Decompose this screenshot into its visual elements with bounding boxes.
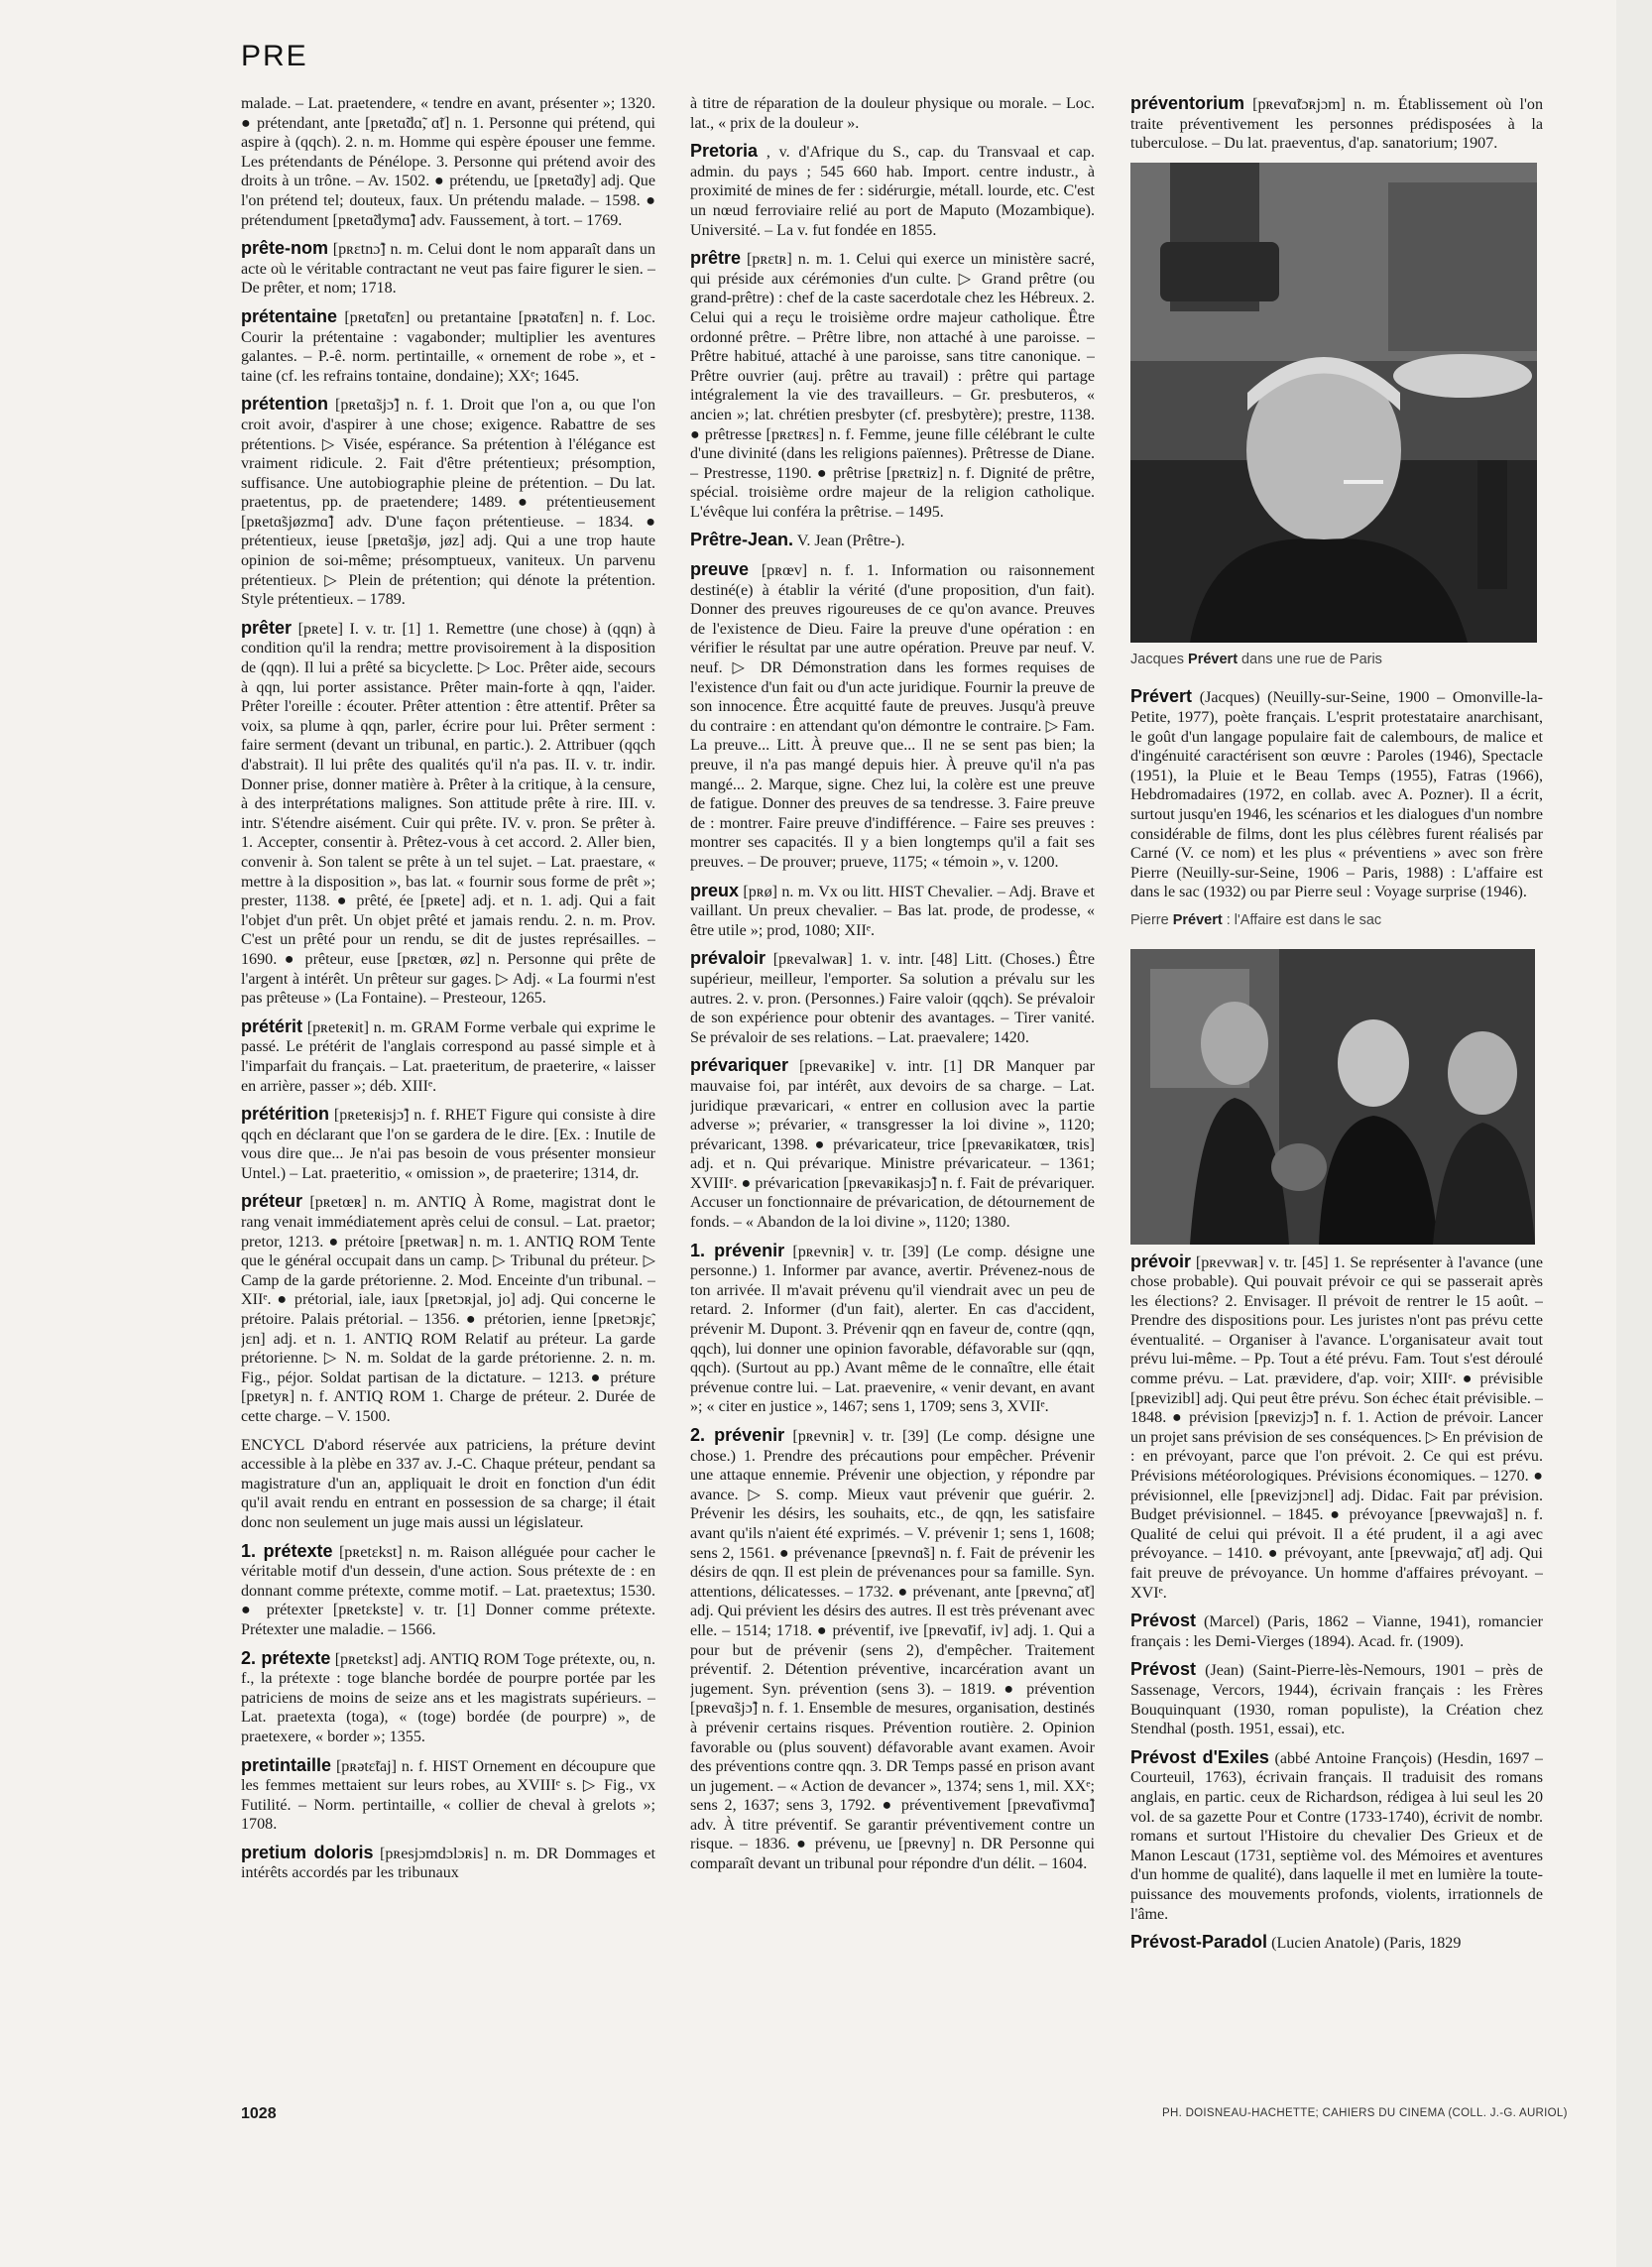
entry-headword: prêter — [241, 617, 293, 638]
caption-name: Prévert — [1188, 651, 1239, 667]
entry-definition: (Marcel) (Paris, 1862 – Vianne, 1941), romancier français : les Demi-Vierges (1894). Acad. fr. (1909). — [1130, 1613, 1543, 1650]
caption-text: : l'Affaire est dans le sac — [1222, 911, 1382, 928]
dictionary-entry — [690, 1242, 1095, 1417]
column-1 — [241, 94, 655, 2088]
entry-headword: preux — [690, 880, 740, 900]
entry-definition: [pʀeteʀit] n. m. GRAM Forme verbale qui exprime le passé. Le prétérit de l'anglais correspond au passé simple et à l'imparfait du français. – Lat. praeteritum, de praeterire, « laisser en arrière, passer »; déb. XIIIᵉ. — [241, 1018, 655, 1095]
entry-headword: Prévert — [1130, 686, 1193, 707]
entry-headword: pretintaille — [241, 1754, 332, 1775]
entry-continuation: malade. – Lat. praetendere, « tendre en avant, présenter »; 1320. ● prétendant, ante [pʀetɑ̃dɑ̃, ɑ̃t] n. 1. Personne qui prétend, qui aspire à (qqch). 2. n. m. Homme qui espère épouser une femme. Les prétendants de Pénélope. 3. Personne qui prétend avoir des droits à un trône. – Av. 1502. ● prétendu, ue [pʀetɑ̃dy] adj. Que l'on prétend tel; douteux, faux. Un prétendu malade. – 1598. ● prétendument [pʀetɑ̃dymɑ̃] adv. Faussement, à tort. – 1769. — [241, 95, 655, 229]
dictionary-entry — [1130, 1660, 1543, 1738]
entry-headword: 1. prévenir — [690, 1240, 785, 1260]
entry-headword: prétentaine — [241, 305, 338, 326]
caption-text: Pierre — [1130, 911, 1173, 928]
photo-illustration — [1130, 949, 1535, 1245]
entry-definition: (Jean) (Saint-Pierre-lès-Nemours, 1901 – près de Sassenage, Vercors, 1944), écrivain français : les Frères Bouquinquant (1930, roman populiste), la Création chez Stendhal (posth. 1951, essai), etc. — [1130, 1662, 1543, 1738]
caption-name: Prévert — [1172, 911, 1223, 928]
entry-definition: [pʀœv] n. f. 1. Information ou raisonnement destiné(e) à établir la vérité (d'une proposition, d'un fait). Donner des preuves rigoureuses de ce qu'on avance. Preuves de l'existence de Dieu. Faire la preuve d'une opération : en vérifier le résultat par une autre opération. Preuve par neuf. V. neuf. ▷ DR Démonstration dans les formes requises de l'existence d'un fait ou d'un acte juridique. Fournir la preuve de son innocence. Être acquitté faute de preuves. Jusqu'à preuve du contraire : en attendant qu'on démontre le contraire. ▷ Fam. La preuve... Litt. À preuve que... Il ne se sent pas bien; la preuve, il n'a pas mangé depuis hier. À preuve qu'il n'a pas mangé... 2. Marque, signe. Chez lui, la colère est une preuve de fatigue. Donner des preuves de sa tendresse. 3. Faire preuve de : montrer. Faire preuve d'indifférence. – Faire ses preuves : montrer ses capacités. Il y a bien longtemps qu'il a fait ses preuves. – De prouver; prueve, 1175; « témoin », v. 1200. — [690, 562, 1095, 871]
photo-pierre-prevert-film — [1130, 949, 1535, 1245]
entry-definition: [pʀevaʀike] v. intr. [1] DR Manquer par mauvaise foi, par intérêt, aux devoirs de sa charge. – Lat. juridique prævaricari, « entrer en collusion avec la partie adverse »; prévarier, « transgresser la loi divine », 1120; prévaricant, 1398. ● prévaricateur, trice [pʀevaʀikatœʀ, tʀis] adj. et n. Qui prévarique. Ministre prévaricateur. – 1361; XVIIIᵉ. ● prévarication [pʀevaʀikasjɔ̃] n. f. Fait de prévariquer. Accuser un fonctionnaire de prévarication, de détournement de fonds. – « Abandon de la loi divine », 1120; 1380. — [690, 1058, 1095, 1232]
dictionary-entry — [241, 1436, 655, 1533]
entry-headword: Prêtre-Jean. — [690, 530, 794, 550]
entry-definition: [pʀetɛkst] n. m. Raison alléguée pour cacher le véritable motif d'un dessein, d'une action. Sous prétexte de : en donnant comme prétexte, comme motif. – Lat. praetextus; 1530. ● prétexter [pʀetɛkste] v. tr. [1] Donner comme prétexte. Prétexter une maladie. – 1566. — [241, 1543, 655, 1638]
entry-definition: [pʀeteʀisjɔ̃] n. f. RHET Figure qui consiste à dire qqch en déclarant que l'on se gardera de le dire. [Ex. : Inutile de vous dire que... Je n'ai pas besoin de vous présenter monsieur Untel.) – Lat. praeteritio, « omission », de praeterire; 1314, dr. — [241, 1107, 655, 1182]
entry-definition: [pʀevalwaʀ] 1. v. intr. [48] Litt. (Choses.) Être supérieur, meilleur, l'emporter. Sa solution a prévalu sur les autres. 2. v. pron. (Personnes.) Faire valoir (qqch). Se prévaloir de son expérience pour obtenir des avantages. – Tirer vanité. Se prévaloir de ses relations. – Lat. praevalere; 1420. — [690, 951, 1095, 1046]
entry-definition: (Lucien Anatole) (Paris, 1829 — [1271, 1935, 1462, 1953]
entry-headword: prétérition — [241, 1104, 330, 1125]
photo-jacques-prevert — [1130, 163, 1537, 643]
entry-definition: [pʀətɛ̃taj] n. f. HIST Ornement en découpure que les femmes mettaient sur leurs robes, au XVIIIᵉ s. ▷ Fig., vx Futilité. – Norm. pertintaille, « collier de cheval à grelots »; 1708. — [241, 1757, 655, 1834]
dictionary-entry — [690, 249, 1095, 522]
entry-definition: [pʀetœʀ] n. m. ANTIQ À Rome, magistrat dont le rang venait immédiatement après celui de consul. – Lat. praetor; pretor, 1213. ● prétoire [pʀetwaʀ] n. m. 1. ANTIQ ROM Tente que le général occupait dans un camp. ▷ Tribunal du préteur. ▷ Camp de la garde prétorienne. 2. Mod. Enceinte d'un tribunal. – XIIᵉ. ● prétorial, iale, iaux [pʀetɔʀjal, jo] adj. Qui concerne le prétoire. Palais prétorial. – 1356. ● prétorien, ienne [pʀetɔʀjɛ̃, jɛn] adj. et n. 1. ANTIQ ROM Relatif au préteur. La garde prétorienne. ▷ N. m. Soldat de la garde prétorienne. 2. n. m. Fig., péjor. Soldat partisan de la dictature. – 1213. ● préture [pʀetyʀ] n. f. ANTIQ ROM 1. Charge de préteur. 2. Durée de cette charge. – V. 1500. — [241, 1194, 655, 1425]
dictionary-entry — [241, 239, 655, 298]
entry-definition: [pʀetɑ̃sjɔ̃] n. f. 1. Droit que l'on a, ou que l'on croit avoir, d'aspirer à une chose; exigence. Rabattre de ses prétentions. ▷ Visée, espérance. Sa prétention à l'élégance est vraiment ridicule. 2. Fait d'être prétentieux; présomption, suffisance. Une autobiographie pleine de prétention. – Du lat. praetentus, pp. de praetendere; 1489. ● prétentieusement [pʀetɑ̃sjøzmɑ̃] adv. D'une façon prétentieuse. – 1834. ● prétentieux, ieuse [pʀetɑ̃sjø, jøz] adj. Qui a une trop haute opinion de soi-même; présomptueux, vaniteux. Un parvenu prétentieux. ▷ Plein de prétention; qui dénote la prétention. Style prétentieux. – 1789. — [241, 397, 655, 609]
dictionary-entry — [241, 1649, 655, 1747]
page-header: PRE — [241, 40, 308, 72]
column-2 — [690, 94, 1095, 2088]
entry-headword: Prévost-Paradol — [1130, 1932, 1268, 1953]
entry-headword: prêtre — [690, 248, 742, 269]
dictionary-entry — [1130, 687, 1543, 902]
dictionary-entry — [241, 1844, 655, 1883]
dictionary-entry — [690, 1056, 1095, 1232]
column-3-top-entries — [1130, 94, 1543, 154]
dictionary-entry — [690, 142, 1095, 240]
entry-headword: 1. prétexte — [241, 1540, 333, 1561]
entry-headword: prévoir — [1130, 1251, 1192, 1271]
entry-headword: préteur — [241, 1191, 303, 1212]
dictionary-entry — [241, 1017, 655, 1096]
entry-definition: [pʀevniʀ] v. tr. [39] (Le comp. désigne une personne.) 1. Informer par avance, avertir. Prévenez-nous de ton arrivée. Il m'avait prévenu qu'il viendrait avec un peu de retard. 2. Informer (d'un fait), alerter. En cas d'accident, prévenir M. Dupont. 3. Prévenir qqn en faveur de, contre (qqn, qqch), lui donner une opinion favorable, défavorable sur (qqn, qqch). (Surtout au pp.) Avant même de le connaître, elle était prévenue contre lui. – Lat. praevenire, « venir devant, en avant »; « citer en justice », 1467; sens 1, 1709; sens 3, XVIIᵉ. — [690, 1243, 1095, 1416]
photo-caption-1 — [1130, 651, 1543, 670]
dictionary-entry — [241, 307, 655, 386]
entry-headword: Prévost d'Exiles — [1130, 1746, 1269, 1767]
column-2-entries — [690, 142, 1095, 1873]
column-3-mid-entries — [1130, 687, 1543, 902]
entry-definition: ENCYCL D'abord réservée aux patriciens, la préture devint accessible à la plèbe en 337 av. J.-C. Chaque préteur, pendant sa magistrature d'un an, appliquait le droit en fonction d'un édit qu'il avait rendu en entrant en possession de sa charge; il était donc non seulement un juge mais aussi un législateur. — [241, 1436, 655, 1531]
entry-definition: [pʀetɛkst] adj. ANTIQ ROM Toge prétexte, ou, n. f., la prétexte : toge blanche bordée de pourpre portée par les patriciens de moins de seize ans et les magistrats supérieurs. – Lat. praetexta (toga), « (toge) bordée (de pourpre) », de praetexere, « border »; 1355. — [241, 1650, 655, 1745]
entry-headword: 2. prévenir — [690, 1425, 785, 1445]
dictionary-entry — [690, 531, 1095, 551]
entry-definition: (Jacques) (Neuilly-sur-Seine, 1900 – Omonville-la-Petite, 1977), poète français. L'esprit protestataire anarchisant, le goût d'un langage populaire fait de calembours, de malice et d'ingénuité caractérisent son œuvre : Paroles (1946), Spectacle (1951), la Pluie et le Beau Temps (1955), Fatras (1966), Hebdromadaires (1972, en collab. avec A. Pozner). Il a écrit, surtout jusqu'en 1946, les scénarios et les dialogues d'un nombre considérable de films, dont les plus célèbres furent réalisés par Carné (V. ce nom) et les plus « préventiens » avec son frère Pierre (Neuilly-sur-Seine, 1906 – Paris, 1988) : L'affaire est dans le sac (1932) ou par Pierre seul : Voyage surprise (1946). — [1130, 689, 1543, 901]
page-number: 1028 — [241, 2105, 277, 2122]
entry-definition: [pʀɛtnɔ̃] n. m. Celui dont le nom apparaît dans un acte où le véritable contractant ne veut pas faire figurer le sien. – De prêter, et nom; 1718. — [241, 241, 655, 298]
entry-definition: [pʀø] n. m. Vx ou litt. HIST Chevalier. – Adj. Brave et vaillant. Un preux chevalier. – Bas lat. prode, de prodesse, « être utile »; prod, 1080; XIIᵉ. — [690, 883, 1095, 939]
entry-definition: [pʀesjɔmdɔlɔʀis] n. m. DR Dommages et intérêts accordés par les tribunaux — [241, 1845, 655, 1882]
dictionary-entry — [690, 949, 1095, 1047]
dictionary-entry — [690, 1426, 1095, 1874]
entry-headword: prête-nom — [241, 238, 329, 259]
dictionary-entry — [1130, 94, 1543, 154]
dictionary-entry — [1130, 1933, 1543, 1954]
entry-headword: prévariquer — [690, 1055, 789, 1076]
entry-headword: Prévost — [1130, 1611, 1197, 1631]
dictionary-entry — [241, 1756, 655, 1835]
entry-definition: [pʀevɑ̃tɔʀjɔm] n. m. Établissement où l'on traite préventivement les personnes prédisposées à la tuberculose. – Du lat. praeventus, d'ap. sanatorium; 1907. — [1130, 96, 1543, 153]
entry-definition: , v. d'Afrique du S., cap. du Transvaal et cap. admin. du pays ; 545 660 hab. Import. centre industr., à proximité de mines de fer : sidérurgie, métall. lourde, etc. C'est un nœud ferroviaire relié au port de Maputo (Mozambique). Université. – La v. fut fondée en 1855. — [690, 144, 1095, 239]
dictionary-entry — [690, 560, 1095, 873]
entry-definition: [pʀevniʀ] v. tr. [39] (Le comp. désigne une chose.) 1. Prendre des précautions pour empêcher. Prévenir une attaque ennemie. Prévenir une objection, y répondre par avance. ▷ S. comp. Mieux vaut prévenir que guérir. 2. Prévenir les désirs, les souhaits, etc., de qqn, les satisfaire avant qu'ils n'aient été exprimés. – V. prévenir 1; sens 1, 1608; sens 2, 1561. ● prévenance [pʀevnɑ̃s] n. f. Fait de prévenir les désirs de qqn. Il est plein de prévenances pour sa famille. Syn. attentions, délicatesses. – 1732. ● prévenant, ante [pʀevnɑ̃, ɑ̃t] adj. Qui prévient les désirs des autres. Il est très prévenant avec elle. – 1514; 1718. ● préventif, ive [pʀevɑ̃tif, iv] adj. 1. Qui a pour but de prévenir (sens 2), d'empêcher. Traitement préventif. 2. Détention préventive, incarcération avant un jugement. Syn. prévention (sens 3). – 1819. ● prévention [pʀevɑ̃sjɔ̃] n. f. 1. Ensemble de mesures, organisation, destinés à prévenir certains risques. Prévention routière. 2. Opinion favorable ou (plus souvent) défavorable avant examen. Avoir des préventions contre qqn. 3. DR Temps passé en prison avant un jugement. – « Action de devancer », 1374; sens 1, mil. XXᵉ; sens 2, 1637; sens 3, 1792. ● préventivement [pʀevɑ̃tivmɑ̃] adv. À titre préventif. Se garantir préventivement contre un risque. – 1836. ● prévenu, ue [pʀevny] n. DR Personne qui comparaît devant un tribunal pour répondre d'un délit. – 1604. — [690, 1428, 1095, 1873]
entry-continuation: à titre de réparation de la douleur physique ou morale. – Loc. lat., « prix de la douleur ». — [690, 95, 1095, 132]
dictionary-entry — [241, 619, 655, 1009]
dictionary-entry — [1130, 1253, 1543, 1604]
photo-illustration — [1130, 163, 1537, 643]
dictionary-entry — [241, 1192, 655, 1426]
entry-definition: [pʀete] I. v. tr. [1] 1. Remettre (une chose) à (qqn) à condition qu'il la rendra; mettre provisoirement à la disposition de (qqn). Il lui a prêté sa bicyclette. ▷ Loc. Prêter aide, secours à qqn, lui porter assistance. Prêter main-forte à qqn, l'aider. Prêter l'oreille : écouter. Prêter attention : être attentif. Prêter sa voix, sa plume à qqn, parler, écrire pour lui. Prêter serment : faire serment (devant un tribunal, en partic.). 2. Attribuer (qqch d'abstrait). Il lui prête des qualités qu'il n'a pas. II. v. tr. indir. Donner prise, donner matière à. Prêter à la critique, à la censure, à des interprétations malignes. Son attitude prête à rire. III. v. intr. S'étendre aisément. Cuir qui prête. IV. v. pron. Se prêter à. 1. Accepter, consentir à. Prêtez-vous à cet accord. 2. Aller bien, convenir à. Son talent se prête à un tel sujet. – Lat. praestare, « mettre à la disposition », bas lat. « fournir sous forme de prêt »; prester, 1138. ● prêté, ée [pʀete] adj. et n. 1. adj. Qui a fait l'objet d'un prêt. Un objet prêté et jamais rendu. 2. n. m. Prov. C'est un prêté pour un rendu, se dit de justes représailles. – 1690. ● prêteur, euse [pʀɛtœʀ, øz] n. Personne qui prête de l'argent à intérêt. Un prêteur sur gages. ▷ Adj. « La fourmi n'est pas prêteuse » (La Fontaine). – Presteour, 1265. — [241, 620, 655, 1008]
entry-definition: (abbé Antoine François) (Hesdin, 1697 – Courteuil, 1763), écrivain français. Il traduisit des romans anglais, en partic. ceux de Richardson, rédigea à lui seul les 20 vol. de sa gazette Pour et Contre (1733-1740), écrivit de nombr. romans et surtout l'Histoire du chevalier Des Grieux et de Manon Lescaut (1731, septième vol. des Mémoires et aventures d'un homme de qualité), dans laquelle il met en lumière la toute-puissance des mouvements profonds, violents, irrationnels de l'âme. — [1130, 1749, 1543, 1923]
entry-headword: pretium doloris — [241, 1842, 374, 1862]
photo-caption-2 — [1130, 911, 1543, 931]
dictionary-entry — [1130, 1611, 1543, 1651]
column-3-bottom-entries — [1130, 1253, 1543, 1954]
column-3 — [1130, 94, 1543, 2088]
entry-headword: Pretoria — [690, 141, 759, 162]
dictionary-entry — [690, 882, 1095, 941]
entry-headword: preuve — [690, 559, 750, 580]
entry-definition: [pʀɛtʀ] n. m. 1. Celui qui exerce un ministère sacré, qui préside aux cérémonies d'un culte. ▷ Grand prêtre (ou grand-prêtre) : chef de la caste sacerdotale chez les Hébreux. 2. Celui qui a reçu le troisième ordre majeur catholique. Être ordonné prêtre. – Prêtre libre, non attaché à une paroisse. – Prêtre habitué, attaché à une paroisse, sans titre canonique. – Prêtre ouvrier (auj. prêtre au travail) : prêtre qui partage intégralement la vie des travailleurs. – Gr. presbuteros, « ancien »; lat. chrétien presbyter (cf. presbytère); prestre, 1138. ● prêtresse [pʀɛtʀɛs] n. f. Femme, jeune fille célébrant le culte d'une divinité (dans les religions païennes). Prêtresse de Diane. – Prestresse, 1190. ● prêtrise [pʀɛtʀiz] n. f. Dignité de prêtre, spécial. troisième ordre majeur de la religion catholique. L'évêque lui conféra la prêtrise. – 1495. — [690, 251, 1095, 521]
entry-headword: prétérit — [241, 1015, 303, 1036]
caption-text: dans une rue de Paris — [1238, 651, 1382, 667]
dictionary-entry — [1130, 1748, 1543, 1924]
entry-headword: prétention — [241, 394, 328, 415]
entry-headword: Prévost — [1130, 1659, 1197, 1680]
dictionary-entry — [241, 395, 655, 610]
dictionary-entry — [241, 1542, 655, 1640]
entry-headword: préventorium — [1130, 94, 1245, 113]
entry-definition: [pʀetɑ̃tɛn] ou pretantaine [pʀətɑ̃tɛn] n. f. Loc. Courir la prétentaine : vagabonder; multiplier les aventures galantes. – P.-ê. norm. pertintaille, « ornement de robe », et -taine (cf. les refrains tontaine, dondaine); XXᵉ; 1645. — [241, 308, 655, 385]
photo-credit: PH. DOISNEAU-HACHETTE; CAHIERS DU CINEMA (COLL. J.-G. AURIOL) — [1162, 2107, 1568, 2119]
caption-text: Jacques — [1130, 651, 1189, 667]
entry-headword: prévaloir — [690, 948, 767, 969]
column-1-entries — [241, 239, 655, 1883]
entry-headword: 2. prétexte — [241, 1647, 331, 1668]
dictionary-entry — [241, 1105, 655, 1183]
entry-definition: [pʀevwaʀ] v. tr. [45] 1. Se représenter à l'avance (une chose probable). Qui pouvait prévoir ce qui se passerait après les élections? 2. Envisager. Il prévoit de rentrer le 15 août. – Prendre des dispositions pour. Les juristes n'ont pas prévu cette éventualité. – Organiser à l'avance. L'organisateur avait tout prévu lui-même. – Pp. Tout a été prévu. Fam. Tout s'est déroulé comme prévu. – Lat. prævidere, d'ap. voir; XIIIᵉ. ● prévisible [pʀevizibl] adj. Qui peut être prévu. Son échec était prévisible. – 1848. ● prévision [pʀevizjɔ̃] n. f. 1. Action de prévoir. Lancer un projet sans prévision de ses conséquences. ▷ En prévision de : en prévoyant, parce que l'on prévoit. 2. Ce qui est prévu. Prévisions météorologiques. Prévisions économiques. – 1270. ● prévisionnel, elle [pʀevizjɔnɛl] adj. Didac. Fait par prévision. Budget prévisionnel. – 1845. ● prévoyance [pʀevwajɑ̃s] n. f. Qualité de celui qui prévoit. Il a été prudent, il a agi avec prévoyance. – 1410. ● prévoyant, ante [pʀevwajɑ̃, ɑ̃t] adj. Qui fait preuve de prévoyance. Un homme d'affaires prévoyant. – XVIᵉ. — [1130, 1253, 1543, 1602]
entry-definition: V. Jean (Prêtre-). — [796, 533, 905, 550]
